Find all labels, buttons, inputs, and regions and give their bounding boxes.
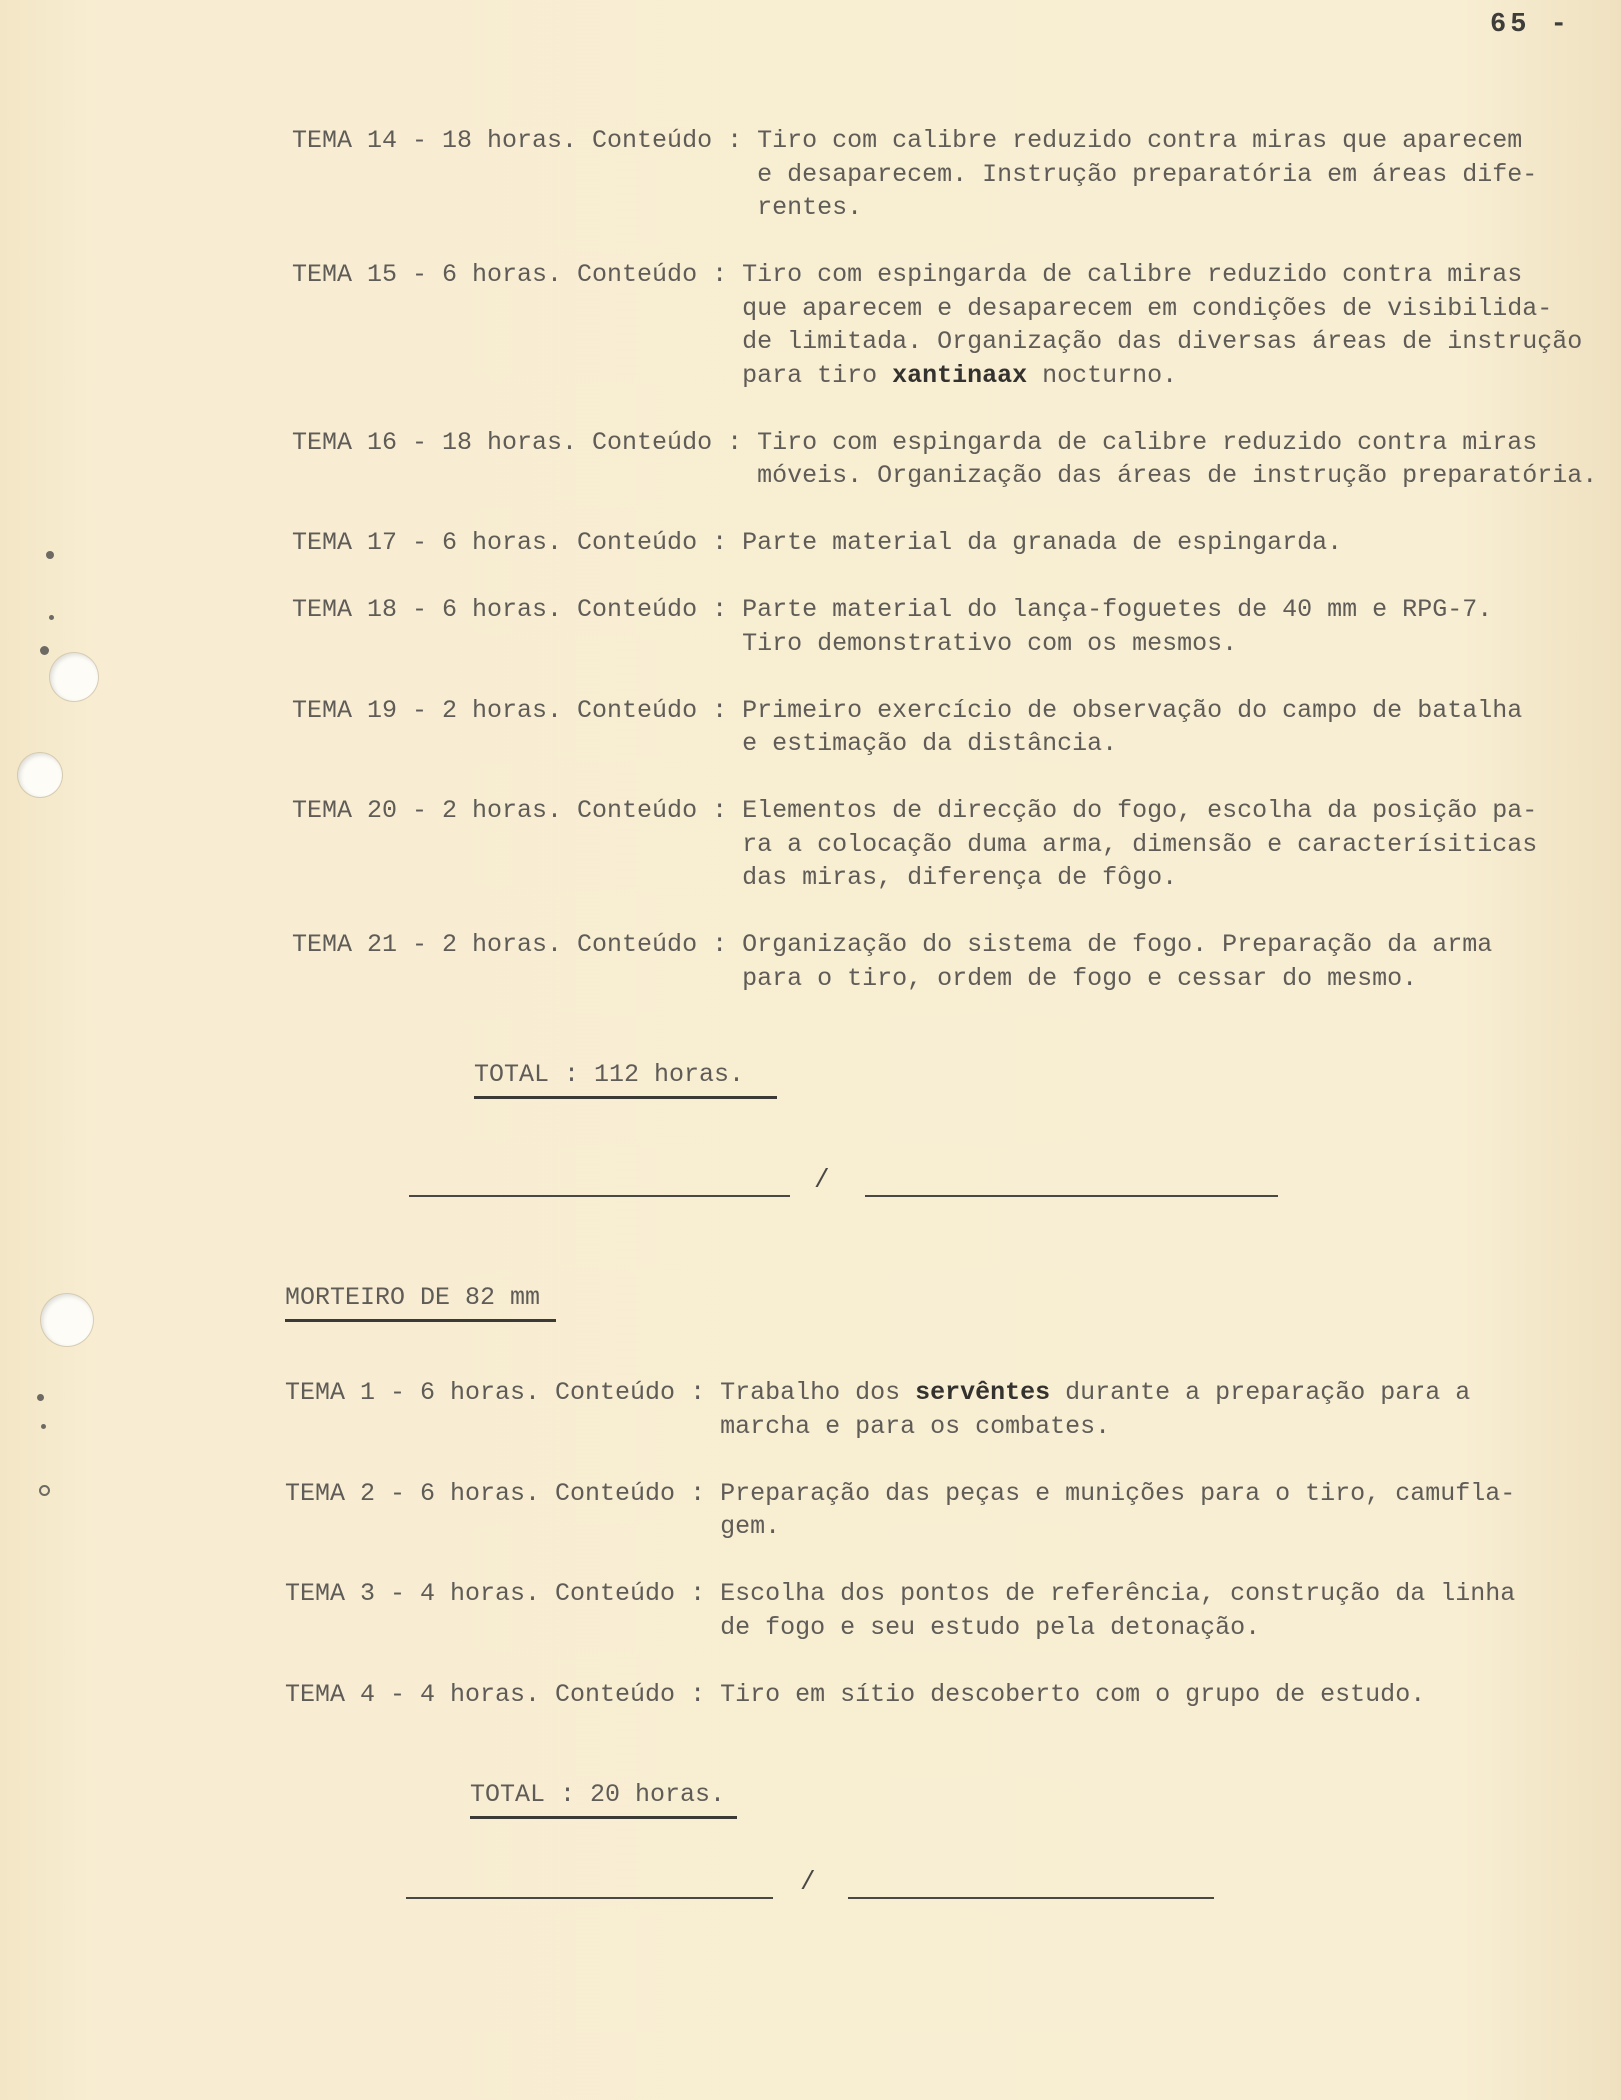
topic-label: TEMA 14 - 18 horas. Conteúdo : [292, 126, 743, 155]
topic-content [757, 426, 1597, 493]
content-line: Preparação das peças e munições para o tiro, camufla- [720, 1478, 1516, 1508]
content-line [720, 1376, 1470, 1410]
topic-content [742, 694, 1522, 761]
content-line: e desaparecem. Instrução preparatória em áreas dife- [757, 159, 1538, 189]
content-line: para o tiro, ordem de fogo e cessar do mesmo. [742, 963, 1418, 993]
topic-row [292, 124, 1597, 225]
topic-content [742, 593, 1492, 660]
text-segment: para tiro [742, 360, 893, 390]
topic-row [292, 694, 1597, 761]
margin-mark [37, 1394, 44, 1401]
topic-list-section-1 [292, 124, 1597, 1029]
text-segment: nocturno. [1027, 360, 1178, 390]
content-line: Tiro com espingarda de calibre reduzido contra miras [757, 427, 1538, 457]
text-segment: Trabalho dos [720, 1378, 916, 1407]
topic-label: TEMA 17 - 6 horas. Conteúdo : [292, 528, 728, 557]
separator-slash: / [800, 1867, 816, 1897]
overtyped-word: servêntes [915, 1378, 1051, 1407]
content-line: rentes. [757, 193, 863, 222]
content-line: Tiro com espingarda de calibre reduzido contra miras [742, 260, 1523, 289]
content-line: Elementos de direcção do fogo, escolha da posição pa- [742, 796, 1538, 825]
topic-label: TEMA 19 - 2 horas. Conteúdo : [292, 695, 728, 725]
margin-mark [40, 646, 49, 655]
topic-row [292, 928, 1597, 995]
margin-mark [41, 1424, 46, 1429]
content-line [742, 359, 1582, 393]
separator-line-left [409, 1195, 790, 1197]
topic-content [720, 1477, 1515, 1544]
content-line: que aparecem e desaparecem em condições de visibilida- [742, 293, 1553, 323]
topic-label: TEMA 16 - 18 horas. Conteúdo : [292, 427, 743, 457]
topic-content [720, 1376, 1470, 1443]
margin-mark [46, 551, 54, 559]
topic-label: TEMA 3 - 4 horas. Conteúdo : [285, 1579, 706, 1608]
margin-mark [49, 615, 54, 620]
topic-row [285, 1577, 1515, 1644]
topic-label: TEMA 4 - 4 horas. Conteúdo : [285, 1679, 706, 1709]
topic-content [742, 794, 1537, 895]
topic-content [742, 258, 1582, 392]
topic-row [292, 258, 1597, 392]
topic-content [720, 1577, 1515, 1644]
content-line: das miras, diferença de fôgo. [742, 863, 1178, 892]
content-line: Primeiro exercício de observação do campo de batalha [742, 695, 1523, 725]
topic-content [720, 1678, 1425, 1712]
separator-slash: / [814, 1165, 830, 1195]
topic-label: TEMA 1 - 6 horas. Conteúdo : [285, 1378, 706, 1407]
topic-label: TEMA 2 - 6 horas. Conteúdo : [285, 1478, 706, 1508]
total-hours-section-2: TOTAL : 20 horas. [470, 1780, 737, 1819]
content-line: gem. [720, 1512, 781, 1541]
topic-row [292, 426, 1597, 493]
content-line: ra a colocação duma arma, dimensão e caracterísiticas [742, 829, 1538, 859]
topic-label: TEMA 15 - 6 horas. Conteúdo : [292, 260, 728, 289]
topic-row [285, 1477, 1515, 1544]
total-hours-section-1: TOTAL : 112 horas. [474, 1060, 777, 1099]
content-line: móveis. Organização das áreas de instrução preparatória. [757, 461, 1598, 490]
separator-section-1 [409, 1160, 1278, 1200]
separator-line-right [865, 1195, 1278, 1197]
content-line: Escolha dos pontos de referência, construção da linha [720, 1579, 1516, 1608]
punch-hole [18, 753, 62, 797]
content-line: de fogo e seu estudo pela detonação. [720, 1612, 1261, 1642]
content-line: de limitada. Organização das diversas áreas de instrução [742, 327, 1583, 356]
topic-row [285, 1376, 1515, 1443]
punch-hole [41, 1294, 93, 1346]
topic-list-section-2 [285, 1376, 1515, 1745]
page-number: 65 - [1490, 10, 1571, 40]
topic-label: TEMA 21 - 2 horas. Conteúdo : [292, 930, 728, 959]
separator-section-2 [406, 1862, 1214, 1902]
punch-hole [50, 653, 98, 701]
separator-line-left [406, 1897, 773, 1899]
content-line: Tiro em sítio descoberto com o grupo de estudo. [720, 1679, 1426, 1709]
separator-line-right [848, 1897, 1214, 1899]
topic-label: TEMA 18 - 6 horas. Conteúdo : [292, 595, 728, 624]
text-segment: durante a preparação para a [1050, 1378, 1471, 1407]
topic-label: TEMA 20 - 2 horas. Conteúdo : [292, 796, 728, 825]
topic-row [292, 593, 1597, 660]
content-line: Tiro com calibre reduzido contra miras que aparecem [757, 126, 1523, 155]
topic-row [292, 794, 1597, 895]
content-line: Organização do sistema de fogo. Preparação da arma [742, 930, 1493, 959]
topic-content [742, 526, 1342, 560]
content-line: marcha e para os combates. [720, 1411, 1111, 1441]
section-heading: MORTEIRO DE 82 mm [285, 1283, 556, 1322]
overtyped-word: xantinaax [892, 360, 1028, 390]
content-line: Parte material do lança-foguetes de 40 mm e RPG-7. [742, 595, 1493, 624]
topic-content [742, 928, 1492, 995]
content-line: e estimação da distância. [742, 729, 1118, 758]
topic-row [285, 1678, 1515, 1712]
margin-mark [39, 1485, 50, 1496]
topic-content [757, 124, 1537, 225]
content-line: Parte material da granada de espingarda. [742, 528, 1343, 557]
topic-row [292, 526, 1597, 560]
content-line: Tiro demonstrativo com os mesmos. [742, 628, 1238, 658]
